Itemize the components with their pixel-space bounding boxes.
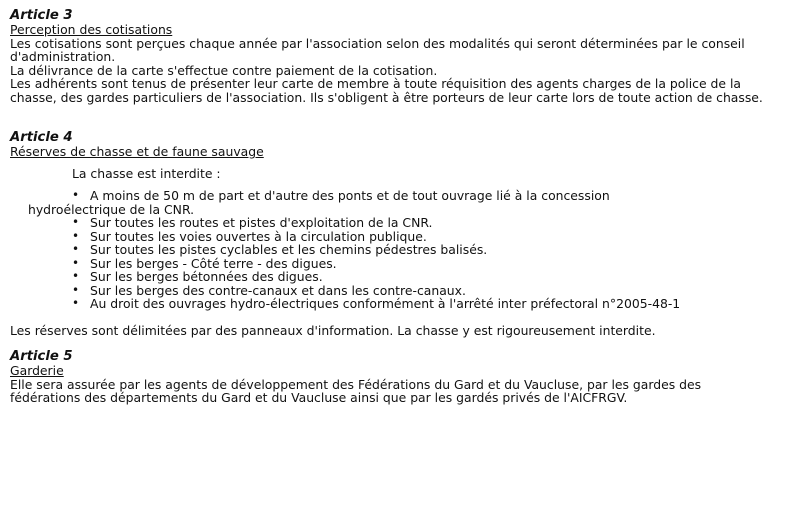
article-3-paragraph-3: Les adhérents sont tenus de présenter leur carte de membre à toute réquisition des agents charges de la police de la chasse, des gardes particuliers de l'association. Ils s'obligent à être porteurs de leur carte lors de toute action de chasse. [10, 76, 763, 105]
article-3-paragraph-1: Les cotisations sont perçues chaque année par l'association selon des modalités qui seront déterminées par le conseil d'administration. [10, 35, 745, 64]
list-item [72, 297, 770, 311]
document-body [10, 9, 770, 405]
article-3-paragraph-2: La délivrance de la carte s'effectue contre paiement de la cotisation. [10, 62, 438, 78]
bullet-icon: • [72, 215, 80, 229]
article-3-title: Article 3 [10, 8, 73, 23]
bullet-icon: • [72, 296, 80, 310]
list-item-continuation: hydroélectrique de la CNR. [28, 201, 195, 217]
reserve-bullet-list [10, 216, 770, 311]
list-item-text: A moins de 50 m de part et d'autre des ponts et de tout ouvrage lié à la concession [90, 188, 610, 203]
list-item-text: Sur toutes les pistes cyclables et les chemins pédestres balisés. [90, 242, 488, 257]
paragraph-gap [10, 311, 770, 324]
list-item-text: Sur toutes les voies ouvertes à la circulation publique. [90, 228, 427, 244]
bullet-icon: • [72, 188, 80, 202]
bullet-icon: • [72, 255, 80, 270]
section-gap [10, 104, 770, 131]
article-5-title: Article 5 [10, 349, 73, 364]
article-5-paragraph-1: Elle sera assurée par les agents de développement des Fédérations du Gard et du Vaucluse, par les gardes des fédérations des départements du Gard et du Vaucluse ainsi que par les gardés privés de l'AICFRGV. [10, 376, 702, 405]
article-4-subtitle: Réserves de chasse et de faune sauvage [10, 144, 264, 159]
list-item-text: Sur les berges des contre-canaux et dans les contre-canaux. [90, 282, 466, 298]
bullet-icon: • [72, 228, 80, 243]
bullet-icon: • [72, 242, 80, 256]
list-item [72, 270, 770, 284]
list-item [72, 230, 770, 244]
list-item [10, 189, 770, 216]
article-5-subtitle: Garderie [10, 363, 64, 378]
bullet-icon: • [72, 282, 80, 297]
list-item [72, 243, 770, 257]
list-item [72, 216, 770, 230]
list-item-text: Sur les berges - Côté terre - des digues. [90, 255, 337, 271]
article-3-subtitle: Perception des cotisations [10, 22, 173, 37]
section-gap [10, 337, 770, 350]
list-item [72, 257, 770, 271]
article-4-title: Article 4 [10, 130, 73, 145]
list-item-text: Sur toutes les routes et pistes d'exploitation de la CNR. [90, 215, 433, 230]
list-item-text: Au droit des ouvrages hydro-électriques conformément à l'arrêté inter préfectoral n°2005-48-1 [90, 296, 681, 311]
article-4-intro: La chasse est interdite : [72, 165, 221, 181]
list-item [72, 284, 770, 298]
bullet-icon: • [72, 269, 80, 283]
list-item-text: Sur les berges bétonnées des digues. [90, 269, 323, 284]
article-4-closing: Les réserves sont délimitées par des panneaux d'information. La chasse y est rigoureusement interdite. [10, 322, 656, 338]
